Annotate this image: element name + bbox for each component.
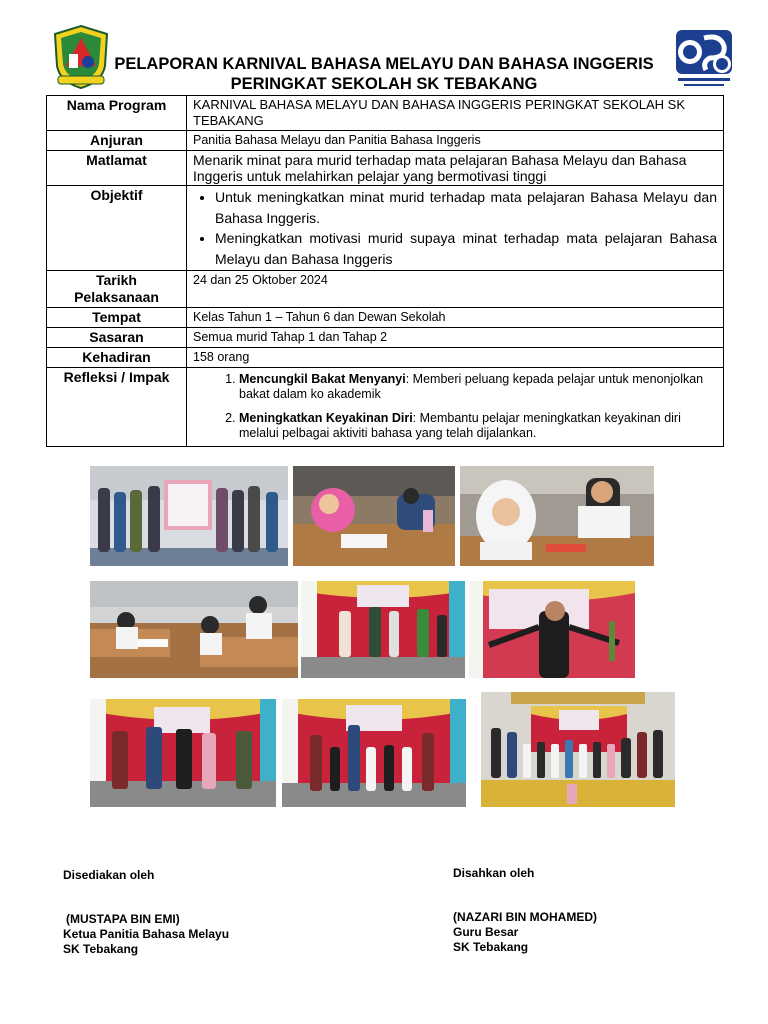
value-tarikh: 24 dan 25 Oktober 2024 bbox=[187, 271, 724, 308]
program-info-table bbox=[46, 95, 724, 447]
row-anjuran bbox=[47, 131, 724, 151]
reflection-text: : Memberi peluang kepada pelajar untuk menonjolkan bakat dalam ko akademik bbox=[239, 372, 704, 401]
prepared-by-school: SK Tebakang bbox=[63, 942, 139, 956]
report-title: PELAPORAN KARNIVAL BAHASA MELAYU DAN BAHASA INGGERIS PERINGKAT SEKOLAH SK TEBAKANG bbox=[114, 55, 654, 93]
label-tarikh: Tarikh Pelaksanaan bbox=[47, 271, 187, 308]
signature-left-details bbox=[63, 912, 229, 957]
anniversary-25-logo-icon bbox=[674, 24, 734, 90]
value-kehadiran: 158 orang bbox=[187, 348, 724, 368]
reflection-title: Meningkatkan Keyakinan Diri bbox=[239, 411, 413, 425]
objective-list bbox=[193, 187, 717, 269]
reflection-title: Mencungkil Bakat Menyanyi bbox=[239, 372, 406, 386]
value-tempat: Kelas Tahun 1 – Tahun 6 dan Dewan Sekolah bbox=[187, 308, 724, 328]
signature-left bbox=[63, 868, 154, 883]
prepared-by-name: (MUSTAPA BIN EMI) bbox=[66, 912, 180, 926]
label-sasaran: Sasaran bbox=[47, 328, 187, 348]
row-tempat bbox=[47, 308, 724, 328]
prepared-by-caption: Disediakan oleh bbox=[63, 868, 155, 882]
row-objektif bbox=[47, 186, 724, 271]
approved-by-school: SK Tebakang bbox=[453, 940, 529, 954]
signature-right-details bbox=[453, 910, 597, 955]
row-tarikh bbox=[47, 271, 724, 308]
row-sasaran bbox=[47, 328, 724, 348]
reflection-item bbox=[239, 411, 717, 441]
label-anjuran: Anjuran bbox=[47, 131, 187, 151]
approved-by-caption: Disahkan oleh bbox=[453, 866, 535, 880]
label-matlamat: Matlamat bbox=[47, 151, 187, 186]
photo-singer-microphone bbox=[469, 581, 635, 678]
row-matlamat bbox=[47, 151, 724, 186]
value-anjuran: Panitia Bahasa Melayu dan Panitia Bahasa Inggeris bbox=[187, 131, 724, 151]
label-objektif: Objektif bbox=[47, 186, 187, 271]
photo-prize-giving-2 bbox=[282, 699, 466, 807]
row-nama-program bbox=[47, 96, 724, 131]
label-refleksi: Refleksi / Impak bbox=[47, 368, 187, 447]
signature-right bbox=[453, 866, 534, 881]
photo-stage-performance bbox=[301, 581, 465, 678]
reflection-list bbox=[193, 372, 717, 441]
photo-classroom-desks bbox=[90, 581, 298, 678]
value-nama-program: KARNIVAL BAHASA MELAYU DAN BAHASA INGGERIS PERINGKAT SEKOLAH SK TEBAKANG bbox=[187, 96, 724, 131]
value-sasaran: Semua murid Tahap 1 dan Tahap 2 bbox=[187, 328, 724, 348]
photo-group-banner bbox=[90, 466, 288, 566]
photo-prize-giving-1 bbox=[90, 699, 276, 807]
approved-by-position: Guru Besar bbox=[453, 925, 519, 939]
row-kehadiran bbox=[47, 348, 724, 368]
value-matlamat: Menarik minat para murid terhadap mata pelajaran Bahasa Melayu dan Bahasa Inggeris untuk melahirkan pelajar yang bermotivasi tinggi bbox=[187, 151, 724, 186]
photo-student-smiling bbox=[460, 466, 654, 566]
value-objektif bbox=[187, 186, 724, 271]
reflection-text: : Membantu pelajar meningkatkan keyakinan diri melalui pelbagai aktiviti bahasa yang telah dijalankan. bbox=[239, 411, 681, 440]
school-crest-icon bbox=[52, 24, 110, 90]
row-refleksi bbox=[47, 368, 724, 447]
objective-item: • Untuk meningkatkan minat murid terhadap mata pelajaran Bahasa Melayu dan Bahasa Inggeris. bbox=[215, 187, 717, 228]
prepared-by-position: Ketua Panitia Bahasa Melayu bbox=[63, 927, 230, 941]
value-refleksi bbox=[187, 368, 724, 447]
approved-by-name: (NAZARI BIN MOHAMED) bbox=[453, 910, 597, 924]
photo-group-hall bbox=[481, 692, 675, 807]
label-kehadiran: Kehadiran bbox=[47, 348, 187, 368]
objective-item: • Meningkatkan motivasi murid supaya minat terhadap mata pelajaran Bahasa Melayu dan Bahasa Inggeris bbox=[215, 228, 717, 269]
label-tempat: Tempat bbox=[47, 308, 187, 328]
label-nama-program: Nama Program bbox=[47, 96, 187, 131]
reflection-item bbox=[239, 372, 717, 402]
photo-classroom-writing bbox=[293, 466, 455, 566]
